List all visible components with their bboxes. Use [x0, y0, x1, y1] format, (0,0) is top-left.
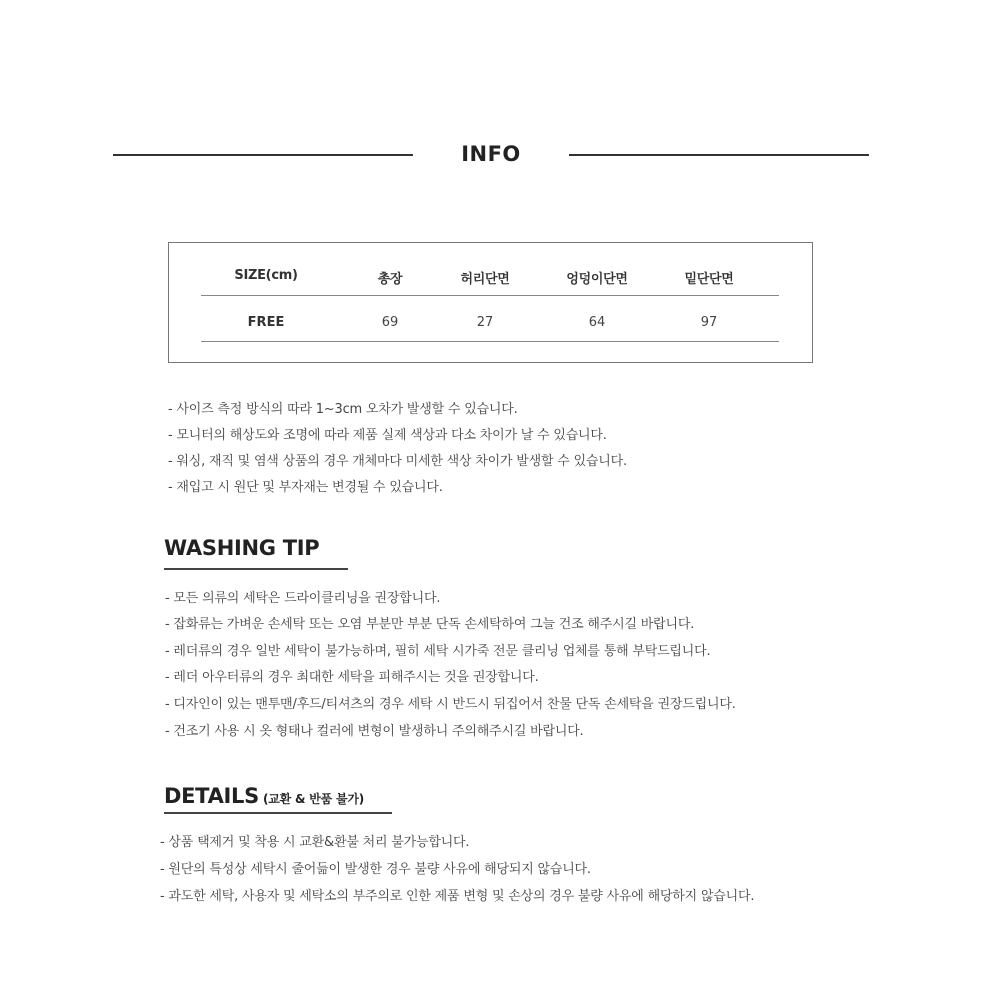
washing-note: - 모든 의류의 세탁은 드라이클리닝을 권장합니다.: [165, 591, 441, 606]
info-note: - 워싱, 재직 및 염색 상품의 경우 개체마다 미세한 색상 차이가 발생할 수 있습니다.: [168, 454, 627, 469]
details-note: - 과도한 세탁, 사용자 및 세탁소의 부주의로 인한 제품 변형 및 손상의 경우 불량 사유에 해당하지 않습니다.: [160, 889, 755, 904]
info-divider-right: [569, 154, 869, 156]
size-value-hip: 64: [588, 315, 606, 330]
washing-tip-title: WASHING TIP: [164, 536, 320, 560]
size-header-waist: 허리단면: [460, 272, 510, 287]
size-header-hip: 엉덩이단면: [566, 272, 628, 287]
info-divider-left: [113, 154, 413, 156]
size-row-label: FREE: [247, 315, 285, 330]
size-table: [168, 242, 813, 363]
size-value-hem: 97: [700, 315, 718, 330]
washing-note: - 레더류의 경우 일반 세탁이 불가능하며, 필히 세탁 시가죽 전문 클리닝 업체를 통해 부탁드립니다.: [165, 644, 711, 659]
details-underline: [164, 812, 392, 814]
washing-note: - 잡화류는 가벼운 손세탁 또는 오염 부분만 부분 단독 손세탁하여 그늘 건조 해주시길 바랍니다.: [165, 617, 695, 632]
washing-note: - 건조기 사용 시 옷 형태나 컬러에 변형이 발생하니 주의해주시길 바랍니다.: [165, 724, 584, 739]
details-title: [164, 784, 364, 808]
size-header-label: SIZE(cm): [234, 268, 298, 283]
info-note: - 재입고 시 원단 및 부자재는 변경될 수 있습니다.: [168, 480, 443, 495]
info-title: INFO: [461, 142, 521, 166]
table-header-divider: [201, 295, 779, 296]
details-subtitle: (교환 & 반품 불가): [262, 792, 365, 806]
info-note: - 사이즈 측정 방식의 따라 1~3cm 오차가 발생할 수 있습니다.: [168, 402, 518, 417]
washing-note: - 디자인이 있는 맨투맨/후드/티셔츠의 경우 세탁 시 반드시 뒤집어서 찬물 단독 손세탁을 권장드립니다.: [165, 697, 736, 712]
size-header-length: 총장: [377, 272, 403, 287]
table-bottom-divider: [201, 341, 779, 342]
details-note: - 상품 택제거 및 착용 시 교환&환불 처리 불가능합니다.: [160, 835, 470, 850]
washing-tip-underline: [164, 568, 348, 570]
details-note: - 원단의 특성상 세탁시 줄어듦이 발생한 경우 불량 사유에 해당되지 않습니다.: [160, 862, 591, 877]
details-title-text: DETAILS: [164, 784, 259, 808]
size-value-length: 69: [381, 315, 399, 330]
size-value-waist: 27: [476, 315, 494, 330]
info-note: - 모니터의 해상도와 조명에 따라 제품 실제 색상과 다소 차이가 날 수 있습니다.: [168, 428, 607, 443]
size-header-hem: 밑단단면: [684, 272, 734, 287]
washing-note: - 레더 아우터류의 경우 최대한 세탁을 피해주시는 것을 권장합니다.: [165, 670, 539, 685]
